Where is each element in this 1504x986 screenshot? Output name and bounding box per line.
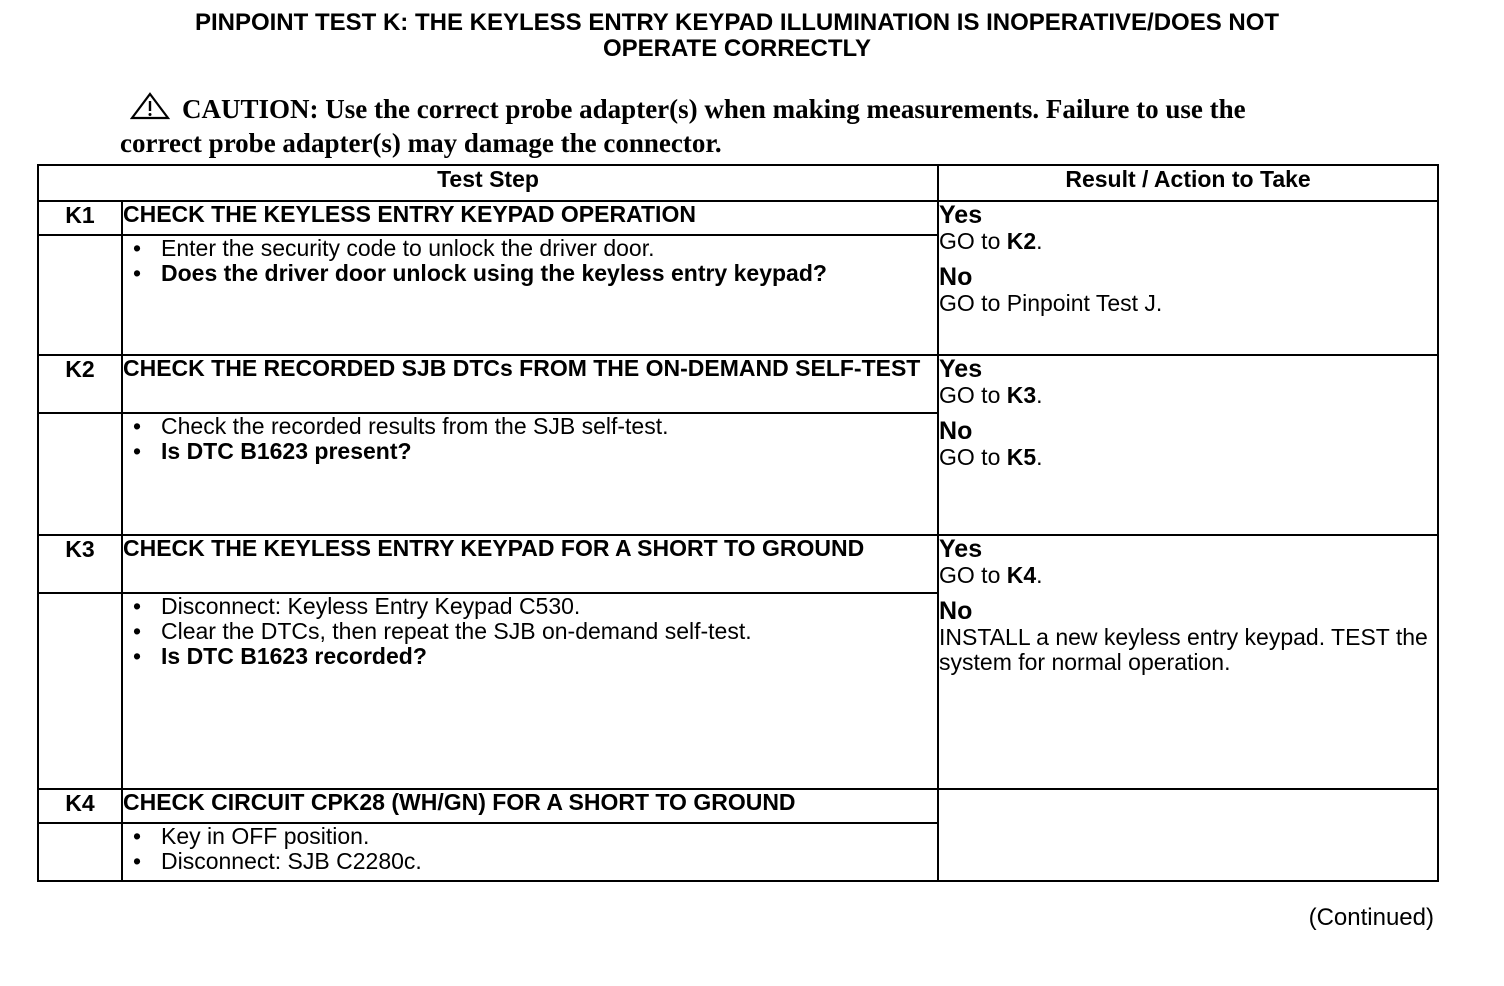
result-action-text: GO to bbox=[939, 562, 1007, 588]
header-result: Result / Action to Take bbox=[938, 165, 1438, 201]
step-title: CHECK THE KEYLESS ENTRY KEYPAD FOR A SHORT TO GROUND bbox=[122, 535, 938, 593]
result-gap bbox=[939, 588, 1437, 598]
result-answer: Yes bbox=[939, 535, 983, 563]
result-action-text: GO to Pinpoint Test J. bbox=[939, 290, 1163, 316]
step-instructions bbox=[122, 823, 938, 881]
step-bullet-list bbox=[123, 824, 937, 874]
step-number: K4 bbox=[38, 789, 122, 823]
step-result bbox=[938, 535, 1438, 789]
step-result bbox=[938, 355, 1438, 535]
page-title bbox=[40, 10, 1434, 62]
result-action-text: GO to bbox=[939, 228, 1007, 254]
step-instruction: • Disconnect: Keyless Entry Keypad C530. bbox=[123, 594, 937, 619]
step-title-row bbox=[38, 355, 1438, 413]
step-title: CHECK CIRCUIT CPK28 (WH/GN) FOR A SHORT TO GROUND bbox=[122, 789, 938, 823]
result-action-text: GO to bbox=[939, 444, 1007, 470]
step-title-row bbox=[38, 535, 1438, 593]
result-action bbox=[939, 445, 1437, 470]
step-instructions bbox=[122, 413, 938, 535]
result-answer: Yes bbox=[939, 201, 983, 229]
step-question: • Does the driver door unlock using the keyless entry keypad? bbox=[123, 261, 937, 286]
step-number: K3 bbox=[38, 535, 122, 593]
result-action-text: INSTALL a new keyless entry keypad. TEST the system for normal operation. bbox=[939, 624, 1428, 675]
step-title-row bbox=[38, 789, 1438, 823]
result-action-step-ref: K5 bbox=[1006, 444, 1037, 470]
result-answer: No bbox=[939, 597, 973, 625]
result-answer: No bbox=[939, 263, 973, 291]
step-instruction: • Disconnect: SJB C2280c. bbox=[123, 849, 937, 874]
result-action-step-ref: K3 bbox=[1006, 382, 1037, 408]
caution-text: CAUTION: Use the correct probe adapter(s) when making measurements. Failure to use the correct probe adapter(s) may damage the connector. bbox=[120, 94, 1246, 158]
result-action-step-ref: K2 bbox=[1006, 228, 1037, 254]
pinpoint-test-table bbox=[37, 164, 1439, 882]
result-action bbox=[939, 383, 1437, 408]
step-bullet-list bbox=[123, 594, 937, 669]
step-question: • Is DTC B1623 recorded? bbox=[123, 644, 937, 669]
step-instructions bbox=[122, 593, 938, 789]
step-instruction: • Enter the security code to unlock the driver door. bbox=[123, 236, 937, 261]
step-result bbox=[938, 789, 1438, 881]
result-action-step-ref: K4 bbox=[1006, 562, 1037, 588]
result-action bbox=[939, 291, 1437, 316]
result-action-suffix: . bbox=[1036, 444, 1043, 470]
step-number-spacer bbox=[38, 235, 122, 355]
step-number-spacer bbox=[38, 413, 122, 535]
result-action-suffix: . bbox=[1036, 382, 1043, 408]
result-gap bbox=[939, 408, 1437, 418]
step-result bbox=[938, 201, 1438, 355]
step-bullet-list bbox=[123, 414, 937, 464]
title-line-2: OPERATE CORRECTLY bbox=[602, 35, 872, 62]
step-instruction: • Check the recorded results from the SJB self-test. bbox=[123, 414, 937, 439]
result-answer: No bbox=[939, 417, 973, 445]
step-question: • Is DTC B1623 present? bbox=[123, 439, 937, 464]
step-instructions bbox=[122, 235, 938, 355]
result-action-suffix: . bbox=[1036, 562, 1043, 588]
step-bullet-list bbox=[123, 236, 937, 286]
warning-triangle-icon bbox=[130, 92, 170, 127]
continued-label: (Continued) bbox=[1308, 904, 1434, 931]
result-action bbox=[939, 229, 1437, 254]
step-number-spacer bbox=[38, 593, 122, 789]
result-action bbox=[939, 625, 1437, 675]
title-line-1: PINPOINT TEST K: THE KEYLESS ENTRY KEYPAD ILLUMINATION IS INOPERATIVE/DOES NOT bbox=[194, 9, 1280, 36]
step-number: K1 bbox=[38, 201, 122, 235]
result-action-suffix: . bbox=[1036, 228, 1043, 254]
result-gap bbox=[939, 254, 1437, 264]
step-title: CHECK THE RECORDED SJB DTCs FROM THE ON-DEMAND SELF-TEST bbox=[122, 355, 938, 413]
step-number: K2 bbox=[38, 355, 122, 413]
step-title: CHECK THE KEYLESS ENTRY KEYPAD OPERATION bbox=[122, 201, 938, 235]
table-body bbox=[38, 201, 1438, 881]
step-instruction: • Clear the DTCs, then repeat the SJB on-demand self-test. bbox=[123, 619, 937, 644]
header-test-step: Test Step bbox=[38, 165, 938, 201]
caution-note bbox=[120, 92, 1330, 159]
result-action-text: GO to bbox=[939, 382, 1007, 408]
step-number-spacer bbox=[38, 823, 122, 881]
result-action bbox=[939, 563, 1437, 588]
result-answer: Yes bbox=[939, 355, 983, 383]
step-instruction: • Key in OFF position. bbox=[123, 824, 937, 849]
table-header-row bbox=[38, 165, 1438, 201]
step-title-row bbox=[38, 201, 1438, 235]
